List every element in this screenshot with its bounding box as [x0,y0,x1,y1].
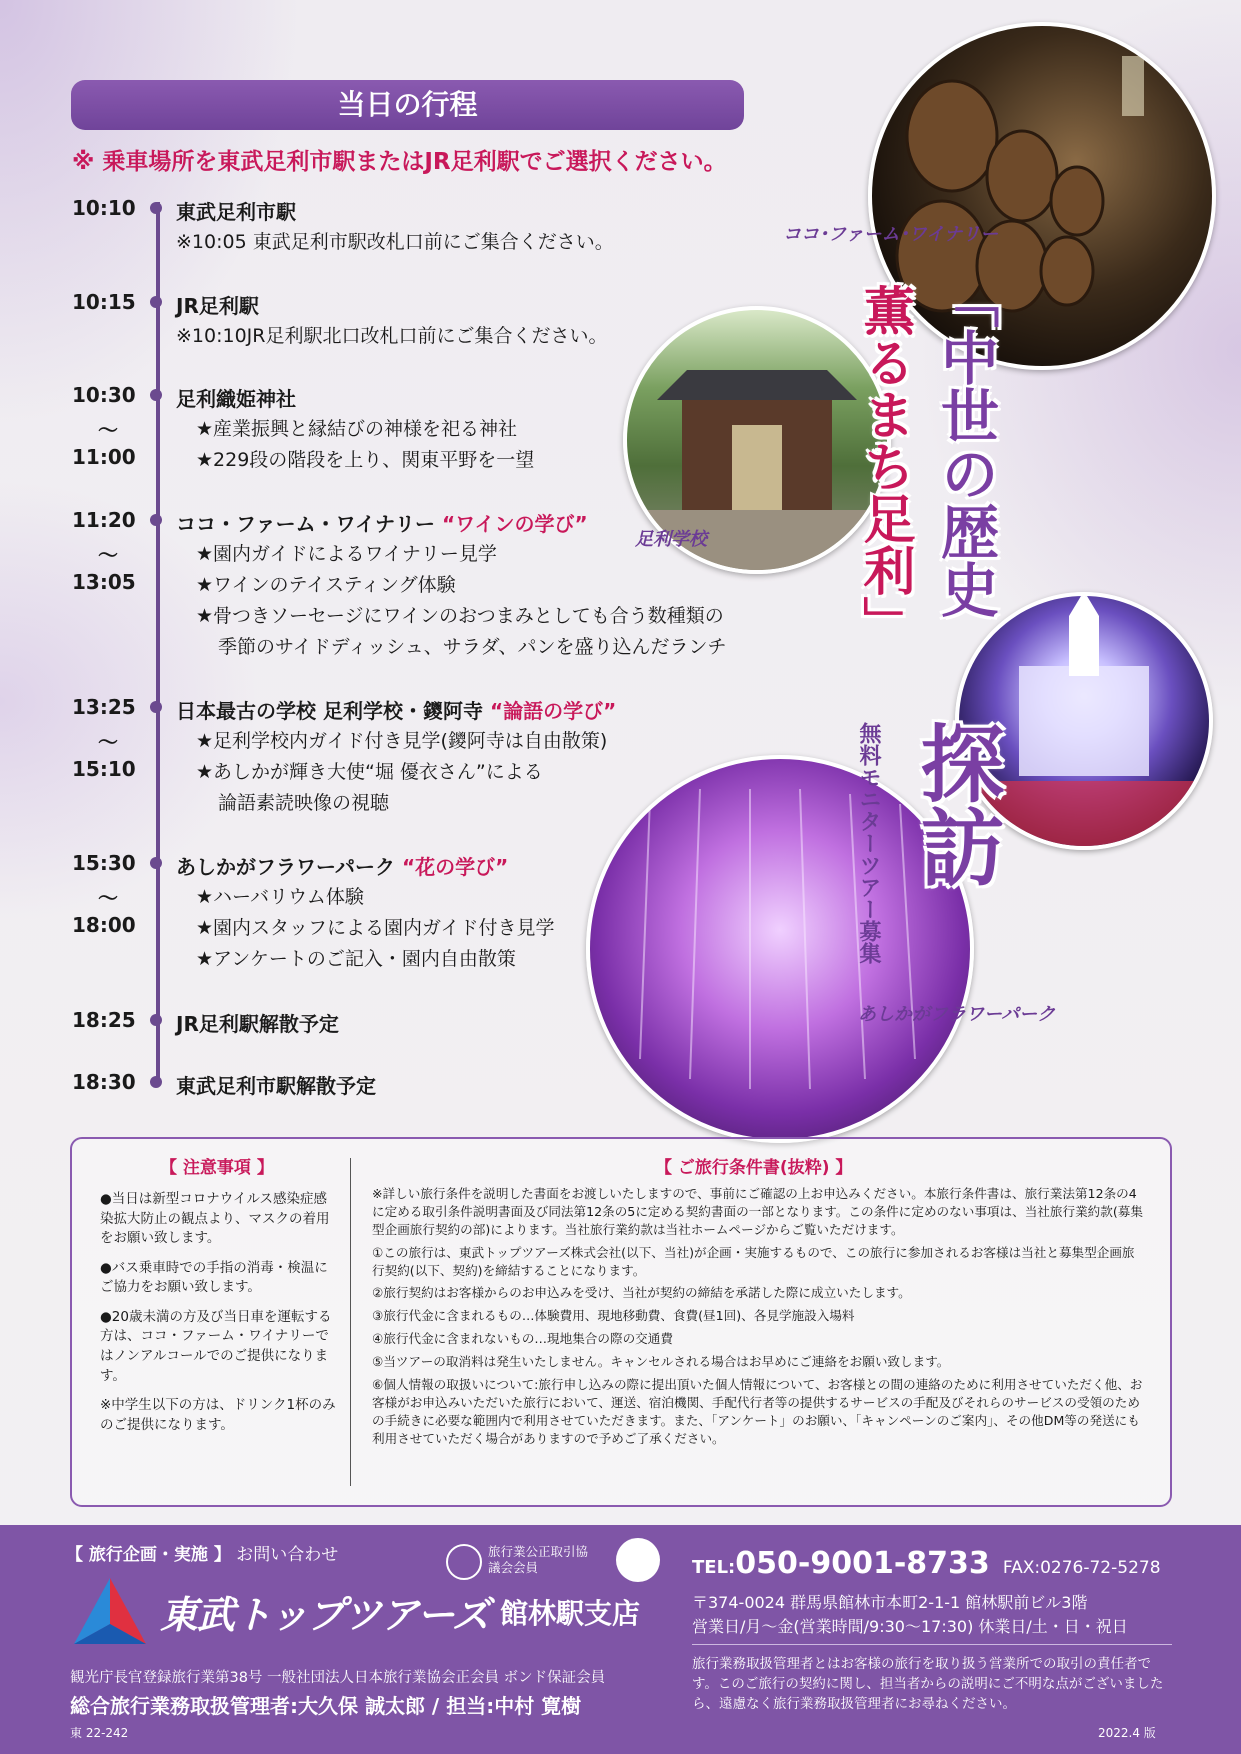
branch-name: 館林駅支店 [500,1597,641,1630]
schedule-place: JR足利駅解散予定 [176,1012,339,1036]
schedule-detail: ※10:10JR足利駅北口改札口前にご集合ください。 [176,325,608,347]
note-item: ●20歳未満の方及び当日車を運転する方は、ココ・ファーム・ワイナリーではノンアルコールでのご提供になります。 [100,1308,332,1384]
schedule-detail: ★園内スタッフによる園内ガイド付き見学 [196,917,555,939]
manager-note: 旅行業務取扱管理者とはお客様の旅行を取り扱う営業所での取引の責任者です。このご旅行の契約に関し、担当者からの説明にご不明な点がございましたら、遠慮なく旅行業務取扱管理者にお尋ねください。 [692,1656,1164,1712]
place-theme: “論語の学び” [489,699,617,723]
barrel-illustration [872,26,1212,366]
schedule-time: 18:30 [72,1070,136,1094]
condition-item: ⑥個人情報の取扱いについて:旅行申し込みの際に提出頂いた個人情報について、お客様との間の連絡のために利用させていただく他、お客様がお申込みいただいた旅行において、運送、宿泊機関、手配代行者等の提供するサービスの手配及びそれらのサービスの受領のための手続きに必要な範囲内で利用させていただきます。また、「アンケート」のお願い、「キャンペーンのご案内」、その他DM等の発送にも利用させていただく場合がありますので予めご了承ください。 [372,1376,1143,1446]
company-name: 東武トップツアーズ [160,1593,489,1637]
condition-item: ③旅行代金に含まれるもの…体験費用、現地移動費、食費(昼1回)、各見学施設入場料 [372,1308,855,1324]
schedule-place [176,508,588,537]
note-item: ●バス乗車時での手指の消毒・検温にご協力をお願い致します。 [100,1259,328,1296]
edition-date: 2022.4 版 [1098,1726,1156,1740]
title-column-2: 薫るまち足利」 [854,284,915,648]
timeline-dot [150,202,162,214]
winery-caption: ココ･ファーム･ワイナリー [783,224,999,245]
address: 〒374-0024 群馬県館林市本町2-1-1 館林駅前ビル3階 [692,1593,1088,1612]
fax-number: FAX:0276-72-5278 [1002,1558,1161,1578]
school-caption: 足利学校 [635,529,707,550]
time-range-tilde: ～ [98,730,118,754]
condition-item: ②旅行契約はお客様からのお申込みを受け、当社が契約の締結を承諾した際に成立いたします。 [372,1285,911,1301]
business-hours: 営業日/月～金(営業時間/9:30～17:30) 休業日/土・日・祝日 [692,1617,1128,1636]
schedule-time: 10:30 [72,383,136,407]
timeline-dot [150,701,162,713]
condition-item: ⑤当ツアーの取消料は発生いたしません。キャンセルされる場合はお早めにご連絡をお願い致します。 [372,1354,950,1369]
place-name: ココ・ファーム・ワイナリー [176,512,435,536]
conditions-title: 【 ご旅行条件書(抜粋) 】 [655,1158,853,1178]
schedule-time: 10:10 [72,196,136,220]
time-range-tilde: ～ [98,543,118,567]
condition-item: ①この旅行は、東武トップツアーズ株式会社(以下、当社)が企画・実施するもので、この旅行に参加されるお客様は当社と募集型企画旅行契約(以下、契約)を締結することになります。 [372,1244,1135,1278]
place-name: あしかがフラワーパーク [176,855,395,879]
timeline-dot [150,389,162,401]
schedule-end-time: 11:00 [72,445,136,469]
place-name: 日本最古の学校 足利学校・鑁阿寺 [176,699,483,723]
footer-divider [692,1644,1172,1645]
planning-label: 【 旅行企画・実施 】 [66,1545,231,1565]
condition-item: ④旅行代金に含まれないもの…現地集合の際の交通費 [372,1331,673,1347]
title-column-3: 探訪 [907,720,1006,888]
schedule-place: 東武足利市駅 [176,200,296,224]
schedule-end-time: 18:00 [72,913,136,937]
manager-info: 総合旅行業務取扱管理者:大久保 誠太郎 / 担当:中村 寛樹 [70,1694,582,1718]
schedule-detail: ★ワインのテイスティング体験 [196,574,456,596]
schedule-detail: 論語素読映像の視聴 [218,792,390,814]
schedule-end-time: 15:10 [72,757,136,781]
schedule-detail: ※10:05 東武足利市駅改札口前にご集合ください。 [176,231,614,253]
fair-trade-text: 旅行業公正取引協議会会員 [488,1544,589,1575]
tel-number[interactable]: 050-9001-8733 [735,1546,990,1581]
schedule-place [176,851,508,880]
timeline-dot [150,514,162,526]
schedule-place: 東武足利市駅解散予定 [176,1074,376,1098]
winery-cellar-photo [868,22,1216,370]
company-logo-icon [70,1574,150,1650]
boarding-notice: ※ 乗車場所を東武足利市駅またはJR足利駅でご選択ください。 [72,149,727,175]
subtitle: 無料モニターツアー募集 [856,722,881,964]
schedule-time: 15:30 [72,851,136,875]
inquiry-label: お問い合わせ [236,1545,339,1565]
page-title: 当日の行程 [71,80,744,130]
timeline-dot [150,296,162,308]
registration-info: 観光庁長官登録旅行業第38号 一般社団法人日本旅行業協会正会員 ボンド保証会員 [70,1670,606,1686]
planning-heading [66,1540,338,1565]
fair-trade-icon [446,1544,482,1580]
schedule-detail: ★足利学校内ガイド付き見学(鑁阿寺は自由散策) [196,730,608,752]
place-theme: “ワインの学び” [441,512,588,536]
schedule-detail: ★229段の階段を上り、関東平野を一望 [196,449,535,471]
certification-mark-icon [616,1538,660,1582]
document-code: 東 22-242 [70,1726,129,1740]
schedule-detail: ★あしかが輝き大使“堀 優衣さん”による [196,761,543,783]
notes-list [100,1190,338,1435]
schedule-end-time: 13:05 [72,570,136,594]
schedule-place: JR足利駅 [176,294,259,318]
schedule-place [176,695,616,724]
schedule-time: 18:25 [72,1008,136,1032]
note-item: ●当日は新型コロナウイルス感染症感染拡大防止の観点より、マスクの着用をお願い致します。 [100,1191,330,1247]
schedule-detail: ★ハーバリウム体験 [196,886,364,908]
title-column-1: 「中世の歴史 [931,270,999,618]
schedule-detail: 季節のサイドディッシュ、サラダ、パンを盛り込んだランチ [218,636,727,658]
schedule-detail: ★骨つきソーセージにワインのおつまみとしても合う数種類の [196,605,724,627]
condition-item: ※詳しい旅行条件を説明した書面をお渡しいたしますので、事前にご確認の上お申込みください。本旅行条件書は、旅行業法第12条の4に定める取引条件説明書面及び同法第12条の5に定める契約書面の一部となります。この条件に定めのない事項は、当社旅行業約款(募集型企画旅行契約の部)によります。当社旅行業約款は当社ホームページからご覧いただけます。 [372,1186,1143,1237]
tel-label: TEL: [692,1557,736,1578]
schedule-detail: ★園内ガイドによるワイナリー見学 [196,543,497,565]
park-caption: あしかがフラワーパーク [858,1004,1056,1025]
timeline-dot [150,1014,162,1026]
timeline-dot [150,1076,162,1088]
schedule-detail: ★産業振興と縁結びの神様を祀る神社 [196,418,518,440]
box-divider [350,1158,351,1486]
place-theme: “花の学び” [401,855,509,879]
schedule-time: 11:20 [72,508,136,532]
contact-phone [692,1546,1161,1581]
conditions-list [372,1185,1144,1447]
schedule-place: 足利織姫神社 [176,387,296,411]
schedule-time: 13:25 [72,695,136,719]
timeline-dot [150,857,162,869]
time-range-tilde: ～ [98,886,118,910]
note-item: ※中学生以下の方は、ドリンク1杯のみのご提供になります。 [100,1397,336,1433]
timeline-line [156,202,160,1084]
notes-title: 【 注意事項 】 [160,1158,274,1178]
schedule-detail: ★アンケートのご記入・園内自由散策 [196,948,516,970]
fair-trade-badge [446,1542,606,1582]
schedule-time: 10:15 [72,290,136,314]
time-range-tilde: ～ [98,418,118,442]
